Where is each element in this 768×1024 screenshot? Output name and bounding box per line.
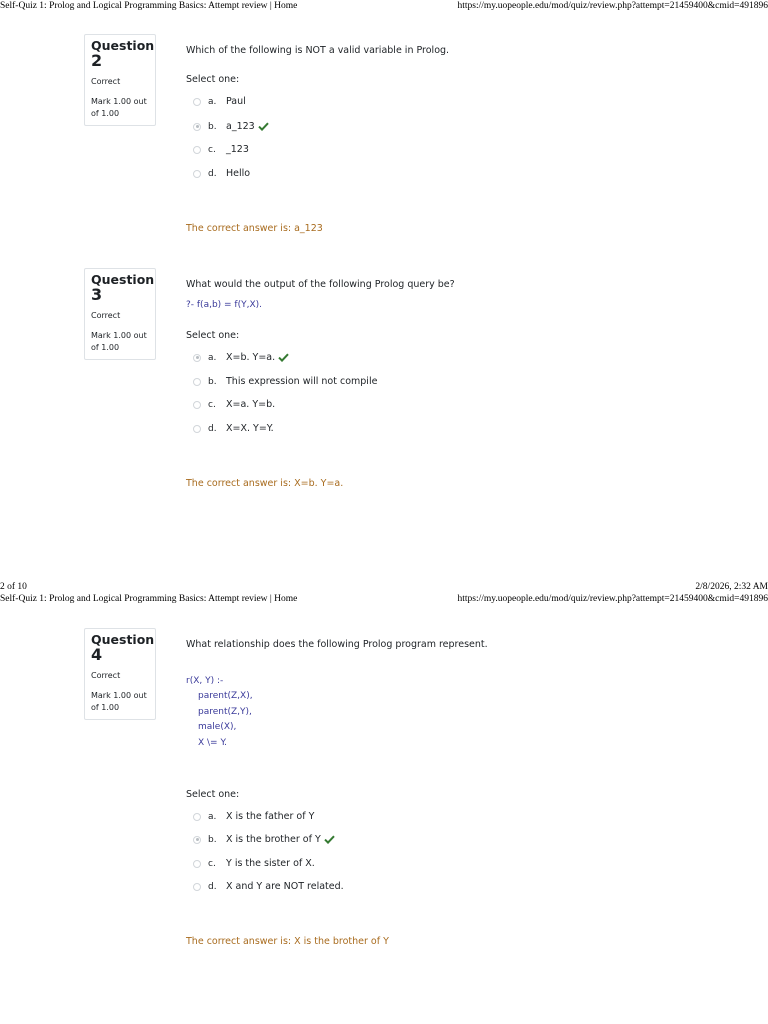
radio-button[interactable] — [193, 425, 201, 433]
select-one-prompt: Select one: — [186, 330, 240, 341]
question-label: Question — [91, 272, 155, 287]
code-line: parent(Z,Y), — [198, 707, 252, 717]
option-letter: d. — [208, 169, 217, 179]
code-line: male(X), — [198, 722, 237, 732]
print-header-url: https://my.uopeople.edu/mod/quiz/review.php?attempt=21459400&cmid=491896 — [457, 594, 768, 604]
option-text: X and Y are NOT related. — [226, 881, 344, 892]
option-text: Paul — [226, 96, 246, 107]
check-icon — [258, 122, 269, 131]
option-letter: b. — [208, 122, 217, 132]
option-text: X=b. Y=a. — [226, 352, 276, 363]
code-snippet: ?- f(a,b) = f(Y,X). — [186, 300, 263, 310]
question-grade: Mark 1.00 out of 1.00 — [91, 331, 147, 352]
question-state: Correct — [91, 77, 121, 86]
question-text: Which of the following is NOT a valid variable in Prolog. — [186, 45, 450, 56]
question-label: Question — [91, 632, 155, 647]
radio-button[interactable] — [193, 146, 201, 154]
print-header — [0, 0, 768, 12]
check-icon — [278, 353, 289, 362]
question-info-4 — [84, 628, 156, 720]
option-letter: a. — [208, 97, 217, 107]
radio-button[interactable] — [193, 813, 201, 821]
option-letter: b. — [208, 377, 217, 387]
question-number: 4 — [91, 645, 103, 664]
option-letter: c. — [208, 859, 216, 869]
question-label: Question — [91, 38, 155, 53]
radio-button[interactable] — [193, 98, 201, 106]
option-letter: d. — [208, 882, 217, 892]
option-letter: a. — [208, 812, 217, 822]
print-header-title: Self-Quiz 1: Prolog and Logical Programming Basics: Attempt review | Home — [0, 594, 298, 604]
radio-button[interactable] — [193, 170, 201, 178]
question-number: 3 — [91, 285, 103, 304]
radio-button[interactable] — [193, 883, 201, 891]
page-counter: 2 of 10 — [0, 582, 27, 592]
question-state: Correct — [91, 311, 121, 320]
print-header-url: https://my.uopeople.edu/mod/quiz/review.php?attempt=21459400&cmid=491896 — [457, 1, 768, 11]
select-one-prompt: Select one: — [186, 74, 240, 85]
print-footer — [0, 581, 768, 593]
code-line: r(X, Y) :- — [186, 676, 224, 686]
option-text: X is the father of Y — [226, 811, 315, 822]
question-grade: Mark 1.00 out of 1.00 — [91, 691, 147, 712]
radio-button[interactable] — [193, 860, 201, 868]
option-text: Hello — [226, 168, 251, 179]
option-text: X=a. Y=b. — [226, 399, 276, 410]
option-letter: c. — [208, 400, 216, 410]
right-answer-feedback: The correct answer is: X is the brother of Y — [186, 936, 389, 947]
print-datetime: 2/8/2026, 2:32 AM — [695, 582, 768, 592]
radio-button-selected[interactable] — [193, 836, 201, 844]
question-text: What would the output of the following Prolog query be? — [186, 279, 455, 290]
radio-button[interactable] — [193, 378, 201, 386]
option-letter: a. — [208, 353, 217, 363]
option-text: _123 — [226, 144, 249, 155]
right-answer-feedback: The correct answer is: X=b. Y=a. — [186, 478, 344, 489]
question-info-2 — [84, 34, 156, 126]
option-text: a_123 — [226, 121, 255, 132]
print-header — [0, 593, 768, 605]
question-text: What relationship does the following Prolog program represent. — [186, 639, 488, 650]
option-letter: c. — [208, 145, 216, 155]
option-text: X=X. Y=Y. — [226, 423, 274, 434]
check-icon — [324, 835, 335, 844]
right-answer-feedback: The correct answer is: a_123 — [186, 223, 323, 234]
radio-button-selected[interactable] — [193, 123, 201, 131]
radio-button[interactable] — [193, 401, 201, 409]
code-line: X \= Y. — [198, 738, 227, 748]
option-letter: d. — [208, 424, 217, 434]
question-number: 2 — [91, 51, 103, 70]
option-text: X is the brother of Y — [226, 834, 321, 845]
option-text: Y is the sister of X. — [226, 858, 315, 869]
option-text: This expression will not compile — [226, 376, 378, 387]
question-info-3 — [84, 268, 156, 360]
question-state: Correct — [91, 671, 121, 680]
print-header-title: Self-Quiz 1: Prolog and Logical Programming Basics: Attempt review | Home — [0, 1, 298, 11]
question-grade: Mark 1.00 out of 1.00 — [91, 97, 147, 118]
select-one-prompt: Select one: — [186, 789, 240, 800]
option-letter: b. — [208, 835, 217, 845]
code-line: parent(Z,X), — [198, 691, 253, 701]
radio-button-selected[interactable] — [193, 354, 201, 362]
